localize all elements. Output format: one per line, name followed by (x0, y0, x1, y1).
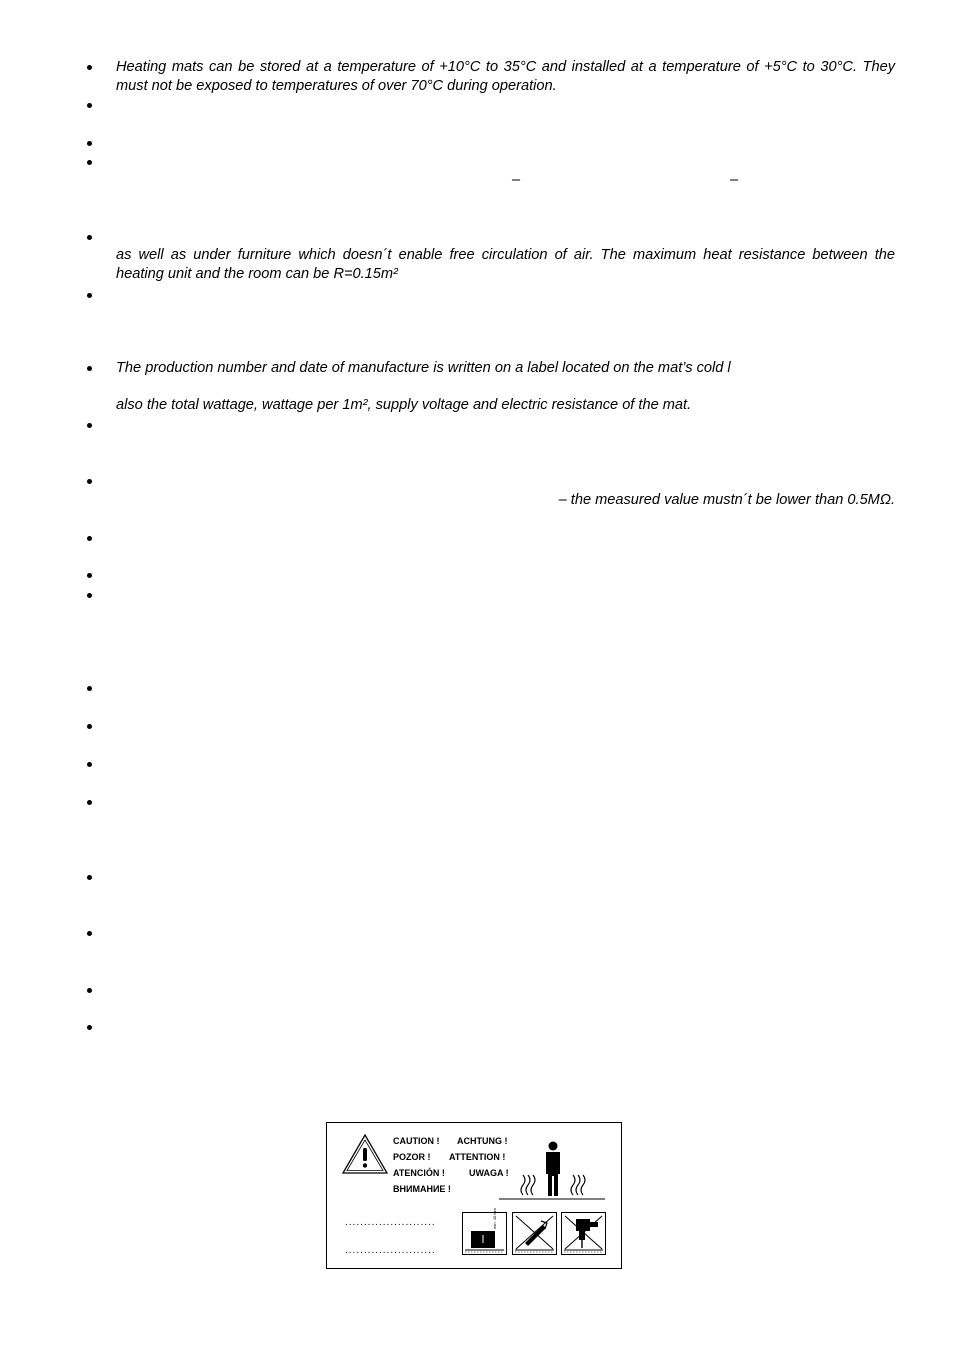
label-blank-line: ........................ (345, 1245, 436, 1256)
label-word: ATENCIÓN ! (393, 1168, 445, 1178)
dash-mark: – (512, 172, 521, 188)
bullet (86, 723, 94, 731)
label-word: ACHTUNG ! (457, 1136, 508, 1146)
bullet (86, 159, 94, 167)
bullet (86, 799, 94, 807)
bullet (86, 535, 94, 543)
bullet (86, 140, 94, 148)
bullet (86, 102, 94, 110)
bullet (86, 292, 94, 300)
no-cutting-icon (512, 1212, 557, 1255)
standing-person-icon (497, 1141, 609, 1201)
label-blank-line: ........................ (345, 1217, 436, 1228)
bullet (86, 365, 94, 373)
paragraph-wattage-info: also the total wattage, wattage per 1m², supply voltage and electric resistance of the mat. (116, 397, 692, 413)
dash-mark: – (730, 172, 739, 188)
bullet (86, 930, 94, 938)
bullet (86, 64, 94, 72)
bullet (86, 422, 94, 430)
label-word: UWAGA ! (469, 1168, 509, 1178)
bullet (86, 234, 94, 242)
label-word: ATTENTION ! (449, 1152, 506, 1162)
warning-label (326, 1122, 622, 1269)
paragraph-heat-resistance: as well as under furniture which doesn´t enable free circulation of air. The maximum heat resistance between the heating unit and the room can be R=0.15m² (116, 247, 895, 282)
bullet (86, 685, 94, 693)
paragraph-production-number: The production number and date of manufacture is written on a label located on the mat’s cold l (116, 360, 731, 376)
min-clearance-text: min. 40 mm (492, 1208, 497, 1229)
label-word: POZOR ! (393, 1152, 431, 1162)
paragraph-storage-temperature: Heating mats can be stored at a temperature of +10°C to 35°C and installed at a temperature of +5°C to 30°C. They must not be exposed to temperatures of over 70°C during operation. (116, 59, 895, 94)
bullet (86, 572, 94, 580)
bullet (86, 1024, 94, 1032)
bullet (86, 987, 94, 995)
no-drilling-icon (561, 1212, 606, 1255)
label-word: ВНИМАНИЕ ! (393, 1184, 451, 1194)
bullet (86, 478, 94, 486)
bullet (86, 874, 94, 882)
bullet (86, 761, 94, 769)
paragraph-insulation-value: – the measured value mustn´t be lower than 0.5MΩ. (558, 492, 895, 508)
bullet (86, 592, 94, 600)
heat-waves-icon (521, 1175, 585, 1195)
warning-triangle-icon (341, 1133, 389, 1175)
label-word: CAUTION ! (393, 1136, 440, 1146)
furniture-clearance-icon (462, 1208, 507, 1255)
